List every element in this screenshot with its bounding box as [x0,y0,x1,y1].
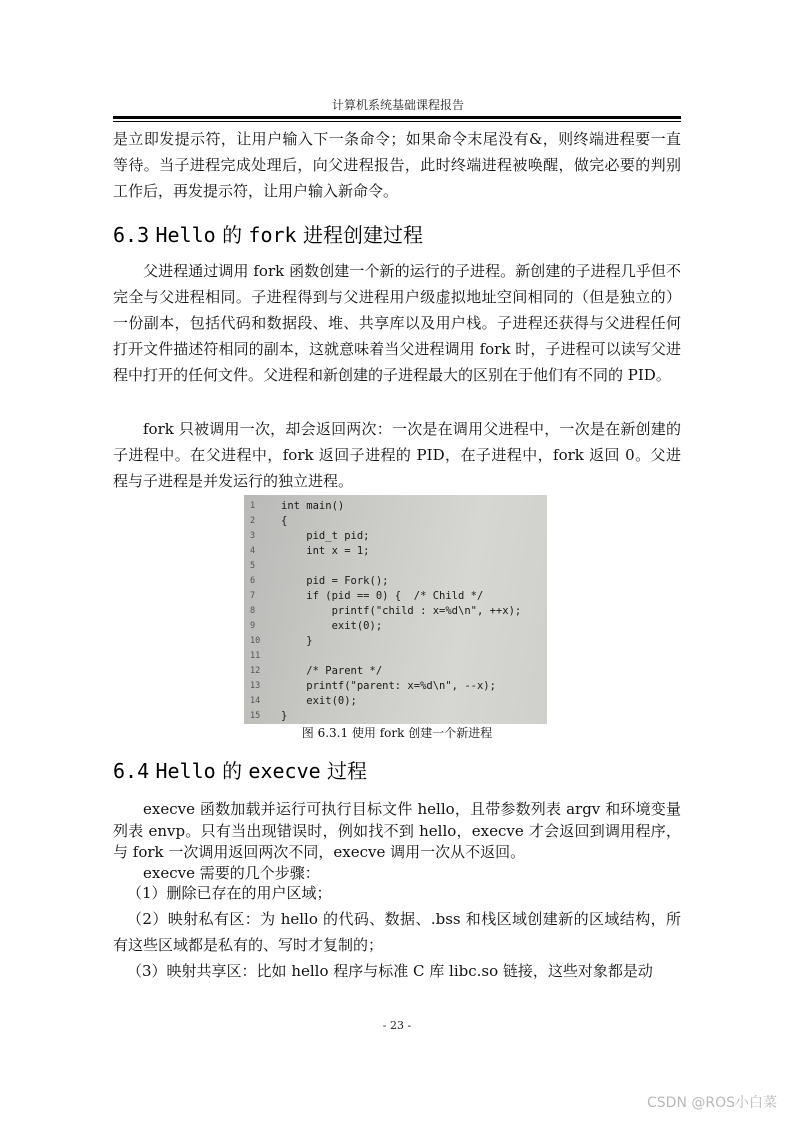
code-line [244,649,547,664]
section-6-3-paragraph-2: fork 只被调用一次，却会返回两次：一次是在调用父进程中，一次是在新创建的子进程中。在父进程中，fork 返回子进程的 PID，在子进程中，fork 返回 0。父进程与子进程是并发运行的独立进程。 [113,420,681,490]
csdn-watermark: CSDN @ROS小白菜 [647,1095,777,1111]
code-text: if (pid == 0) { /* Child */ [281,590,484,602]
section-6-4-number: 6.4 [113,759,150,783]
section-6-4-title-de: 的 [222,759,243,783]
code-text: /* Parent */ [281,665,383,677]
line-number: 3 [250,531,256,541]
code-text: int main() [281,500,345,512]
code-text: printf("parent: x=%d\n", --x); [281,680,496,692]
section-6-3-heading [113,221,423,249]
line-number: 4 [250,546,256,556]
code-text: exit(0); [281,620,383,632]
section-6-4-title-execve: execve [248,759,321,783]
code-text: printf("child : x=%d\n", ++x); [281,605,522,617]
fork-code-figure [244,495,547,724]
code-text: pid = Fork(); [281,575,389,587]
code-line [244,634,547,649]
section-6-4-heading [113,757,367,785]
code-text: } [281,635,313,647]
line-number: 13 [250,681,261,691]
line-number: 2 [250,516,256,526]
code-line [244,514,547,529]
code-line [244,619,547,634]
code-text: pid_t pid; [281,530,370,542]
line-number: 6 [250,576,256,586]
header-rule-thick [113,116,681,119]
figure-caption: 图 6.3.1 使用 fork 创建一个新进程 [301,726,493,740]
section-6-3-paragraph-1: 父进程通过调用 fork 函数创建一个新的运行的子进程。新创建的子进程几乎但不完全与父进程相同。子进程得到与父进程用户级虚拟地址空间相同的（但是独立的）一份副本，包括代码和数据段、堆、共享库以及用户栈。子进程还获得与父进程任何打开文件描述符相同的副本，这就意味着当父进程调用 fork 时，子进程可以读写父进程中打开的任何文件。父进程和新创建的子进程最大的区别在于他们有不同的 PID。 [113,262,681,384]
page-header: 计算机系统基础课程报告 [331,98,464,112]
line-number: 7 [250,591,256,601]
code-line [244,664,547,679]
code-line [244,559,547,574]
section-6-3-title-hello: Hello [155,223,216,247]
header-rule-thin [113,121,681,122]
section-6-3-title-fork: fork [248,223,297,247]
code-line [244,499,547,514]
code-text: int x = 1; [281,545,370,557]
code-line [244,589,547,604]
line-number: 14 [250,696,261,706]
line-number: 11 [250,651,261,661]
section-6-4-title-hello: Hello [155,759,216,783]
steps-intro: execve 需要的几个步骤： [143,864,320,882]
section-6-3-title-rest: 进程创建过程 [302,223,423,247]
line-number: 15 [250,711,261,721]
line-number: 9 [250,621,256,631]
code-text: { [281,515,288,527]
step-2: （2）映射私有区：为 hello 的代码、数据、.bss 和栈区域创建新的区域结构，所有这些区域都是私有的、写时才复制的； [113,910,681,954]
code-text: exit(0); [281,695,357,707]
code-line [244,679,547,694]
line-number: 1 [250,501,256,511]
line-number: 12 [250,666,261,676]
line-number: 8 [250,606,256,616]
section-6-4-title-rest: 过程 [327,759,368,783]
line-number: 10 [250,636,261,646]
code-text: } [281,710,288,722]
section-6-3-title-de: 的 [222,223,243,247]
code-line [244,544,547,559]
step-3: （3）映射共享区：比如 hello 程序与标准 C 库 libc.so 链接，这些对象都是动 [127,962,653,980]
section-6-4-paragraph-1: execve 函数加载并运行可执行目标文件 hello，且带参数列表 argv 和环境变量列表 envp。只有当出现错误时，例如找不到 hello，execve 才会返回到调用程序，与 fork 一次调用返回两次不同，execve 调用一次从不返回。 [113,800,681,861]
intro-paragraph: 是立即发提示符，让用户输入下一条命令；如果命令末尾没有&，则终端进程要一直等待。当子进程完成处理后，向父进程报告，此时终端进程被唤醒，做完必要的判别工作后，再发提示符，让用户输入新命令。 [113,130,681,200]
code-line [244,604,547,619]
code-line [244,709,547,724]
page-number: - 23 - [382,1019,412,1032]
code-line [244,574,547,589]
step-1: （1）删除已存在的用户区域； [127,884,332,902]
code-line [244,694,547,709]
code-line [244,529,547,544]
section-6-3-number: 6.3 [113,223,150,247]
line-number: 5 [250,561,256,571]
